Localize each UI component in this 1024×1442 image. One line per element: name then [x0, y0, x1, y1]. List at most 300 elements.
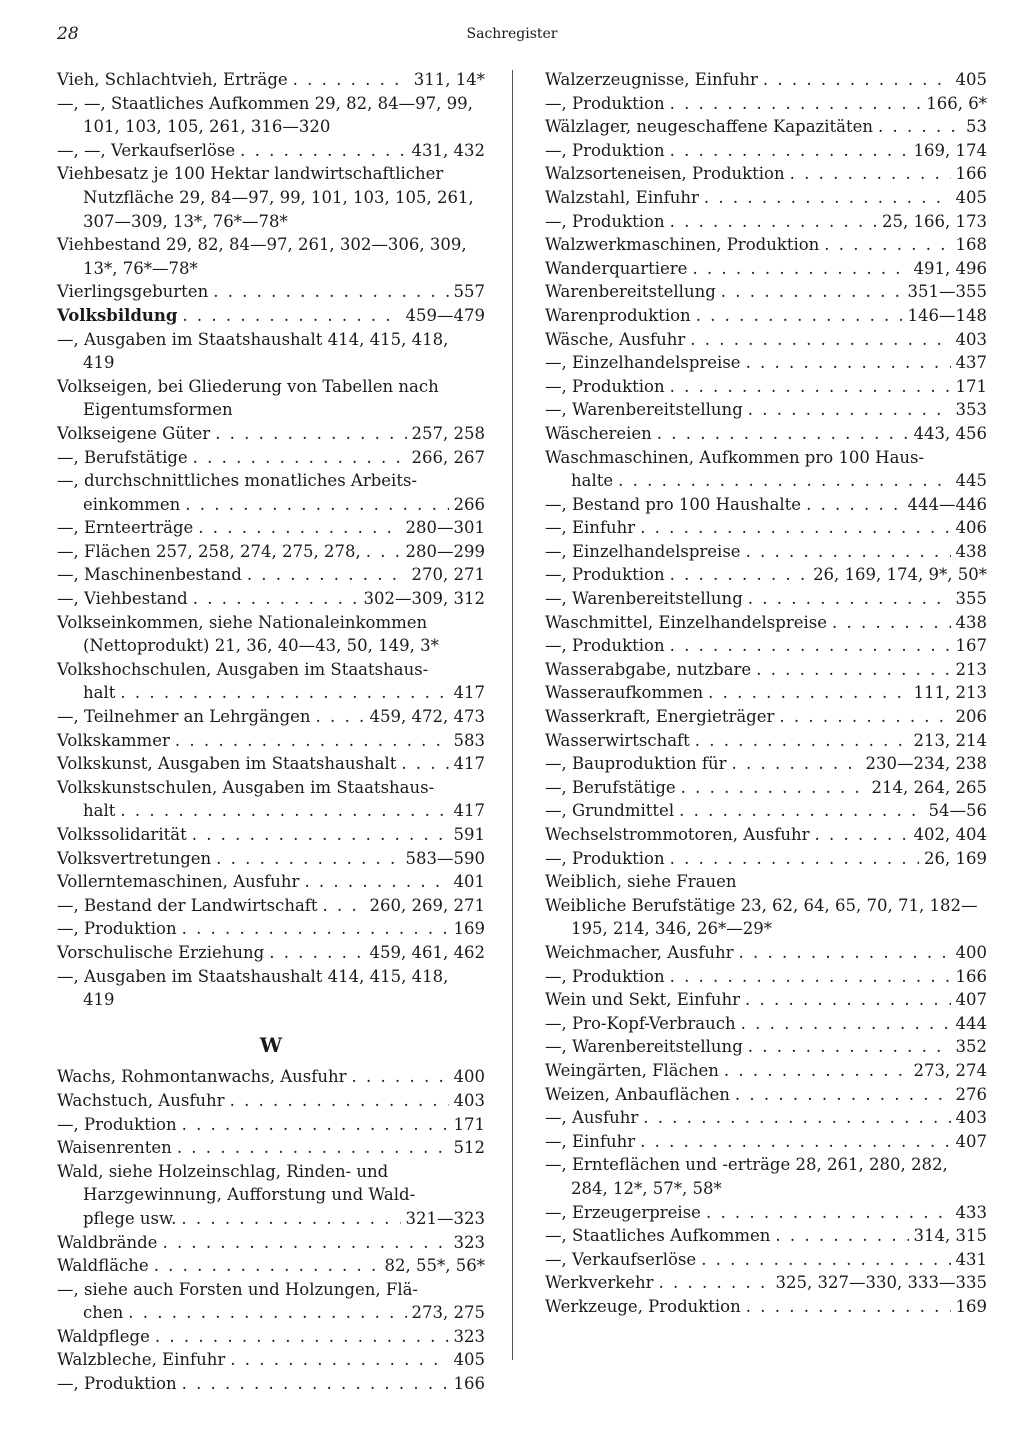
index-term: Wald, siehe Holzeinschlag, Rinden- und — [57, 1161, 389, 1181]
dot-leader — [247, 563, 407, 587]
index-term: Wachstuch, Ausfuhr — [57, 1090, 225, 1110]
page-references: 280—301 — [405, 518, 485, 538]
index-entry-continuation — [57, 257, 485, 281]
page-references: 402, 404 — [913, 825, 987, 844]
index-term: Warenbereitstellung — [545, 282, 716, 302]
index-term: Volkshochschulen, Ausgaben im Staatshaus- — [57, 659, 429, 679]
dot-leader — [643, 1106, 950, 1130]
index-entry — [57, 139, 485, 163]
dot-leader — [746, 540, 951, 564]
page-references: 166 — [453, 1374, 485, 1394]
index-term: Volkssolidarität — [57, 825, 187, 844]
index-term: —, Pro-Kopf-Verbrauch — [545, 1013, 736, 1033]
dot-leader — [352, 1065, 449, 1089]
dot-leader — [681, 776, 867, 800]
page-references: 82, 55*, 56* — [384, 1256, 485, 1276]
index-entry — [545, 799, 987, 823]
index-entry — [57, 92, 485, 116]
dot-leader — [735, 1083, 951, 1107]
dot-leader — [679, 799, 923, 823]
index-term: pflege usw. — [83, 1208, 177, 1228]
index-term: —, Warenbereitstellung — [545, 1037, 743, 1057]
index-term: Walzwerkmaschinen, Produktion — [545, 235, 820, 255]
index-column-right — [545, 68, 987, 1318]
index-entry — [545, 658, 987, 682]
index-term: Weiblich, siehe Frauen — [545, 872, 737, 892]
index-entry-continuation — [57, 115, 485, 139]
dot-leader — [213, 280, 448, 304]
dot-leader — [696, 304, 903, 328]
dot-leader — [670, 139, 909, 163]
index-term: Volkskammer — [57, 730, 170, 750]
dot-leader — [120, 799, 448, 823]
index-term: —, Produktion — [545, 376, 665, 396]
page-references: 352 — [955, 1037, 987, 1057]
page-references: 230—234, 238 — [865, 754, 987, 774]
page-references: 169 — [955, 1296, 987, 1316]
dot-leader — [806, 493, 902, 517]
index-term: —, Ausgaben im Staatshaushalt 414, 415, 418, 419 — [57, 966, 449, 1010]
index-entry — [57, 280, 485, 304]
index-entry-continuation — [57, 186, 485, 210]
dot-leader — [193, 587, 359, 611]
index-entry — [57, 1113, 485, 1137]
page-references: 400 — [955, 942, 987, 962]
index-term: Wanderquartiere — [545, 258, 688, 278]
page-references: 351—355 — [907, 282, 987, 302]
page-references: 431, 432 — [411, 140, 485, 160]
index-term: Volkskunstschulen, Ausgaben im Staatshaus- — [57, 777, 435, 797]
index-entry-continuation — [57, 398, 485, 422]
index-term: —, Produktion — [545, 636, 665, 656]
index-entry — [545, 186, 987, 210]
index-entry — [545, 540, 987, 564]
page-references: 26, 169, 174, 9*, 50* — [813, 565, 987, 585]
index-term: —, Berufstätige — [545, 777, 676, 797]
index-term: Walzsorteneisen, Produktion — [545, 164, 785, 184]
index-term: —, Bestand pro 100 Haushalte — [545, 494, 802, 514]
dot-leader — [192, 823, 449, 847]
index-entry — [545, 304, 987, 328]
index-entry — [545, 1248, 987, 1272]
page-references: 25, 166, 173 — [882, 211, 987, 231]
index-entry — [57, 1278, 485, 1302]
page-references: 491, 496 — [913, 258, 987, 278]
index-entry — [545, 233, 987, 257]
page-references: 400 — [453, 1067, 485, 1087]
index-entry — [545, 446, 987, 470]
page-references: 417 — [453, 801, 485, 821]
dot-leader — [756, 658, 950, 682]
page-references: 459, 472, 473 — [369, 707, 485, 727]
index-term: —, Ausgaben im Staatshaushalt 414, 415, 418, 419 — [57, 329, 449, 373]
index-entry — [545, 705, 987, 729]
index-entry — [545, 1295, 987, 1319]
index-term: —, Produktion — [545, 848, 665, 868]
index-term: Waldbrände — [57, 1232, 158, 1252]
page-references: 459—479 — [405, 305, 485, 325]
index-entry-continuation — [57, 634, 485, 658]
dot-leader — [216, 847, 400, 871]
page-number: 28 — [57, 24, 79, 44]
dot-leader — [721, 280, 903, 304]
page-references: 323 — [453, 1232, 485, 1252]
dot-leader — [182, 1113, 449, 1137]
dot-leader — [779, 705, 950, 729]
dot-leader — [695, 729, 909, 753]
index-term: —, Grundmittel — [545, 801, 675, 821]
index-entry — [545, 1106, 987, 1130]
index-term: Wasserkraft, Energieträger — [545, 707, 775, 727]
index-entry — [57, 304, 485, 328]
index-term: Walzbleche, Einfuhr — [57, 1350, 226, 1370]
index-entry — [545, 1035, 987, 1059]
dot-leader — [708, 681, 908, 705]
index-entry — [545, 1201, 987, 1225]
index-entry-continuation — [545, 469, 987, 493]
index-term: Volksvertretungen — [57, 848, 212, 868]
page-references: 406 — [955, 518, 987, 538]
page-references: 438 — [955, 612, 987, 632]
index-term: 307—309, 13*, 76*—78* — [83, 211, 288, 231]
index-term: 195, 214, 346, 26*—29* — [571, 919, 772, 939]
index-term: —, Ernteflächen und -erträge 28, 261, 280, 282, — [545, 1155, 948, 1175]
index-term: Werkzeuge, Produktion — [545, 1296, 741, 1316]
index-entry — [545, 1012, 987, 1036]
index-term: —, Maschinenbestand — [57, 565, 242, 585]
dot-leader — [198, 516, 400, 540]
page-references: 417 — [453, 683, 485, 703]
dot-leader — [230, 1089, 449, 1113]
index-entry — [57, 328, 485, 375]
page-references: 325, 327—330, 333—335 — [775, 1273, 987, 1293]
index-entry-continuation — [57, 799, 485, 823]
page-references: 214, 264, 265 — [871, 777, 987, 797]
index-entry-continuation — [57, 1301, 485, 1325]
dot-leader — [304, 870, 448, 894]
dot-leader — [690, 328, 950, 352]
index-entry — [545, 1130, 987, 1154]
index-term: —, Produktion — [545, 565, 665, 585]
page-references: 213, 214 — [913, 730, 987, 750]
index-entry — [545, 68, 987, 92]
index-entry — [57, 823, 485, 847]
index-entry — [57, 894, 485, 918]
dot-leader — [659, 1271, 771, 1295]
page-references: 169 — [453, 919, 485, 939]
index-entry — [545, 398, 987, 422]
index-term: —, Bestand der Landwirtschaft — [57, 895, 318, 915]
dot-leader — [815, 823, 909, 847]
index-entry — [57, 941, 485, 965]
index-term: —, durchschnittliches monatliches Arbeits- — [57, 471, 417, 491]
index-term: —, Produktion — [545, 966, 665, 986]
index-entry — [57, 1348, 485, 1372]
index-entry — [545, 280, 987, 304]
index-entry — [545, 328, 987, 352]
index-term: Volkseigene Güter — [57, 423, 211, 443]
dot-leader — [670, 375, 951, 399]
index-term: Walzerzeugnisse, Einfuhr — [545, 70, 758, 89]
page-references: 280—299 — [405, 541, 485, 561]
index-term: —, —, Verkaufserlöse — [57, 140, 236, 160]
page-references: 557 — [453, 282, 485, 302]
index-entry — [57, 729, 485, 753]
index-term: —, Produktion — [57, 1114, 177, 1134]
page-references: 431 — [955, 1249, 987, 1269]
index-entry — [57, 1372, 485, 1396]
index-entry — [545, 139, 987, 163]
index-entry — [57, 917, 485, 941]
index-entry — [57, 1325, 485, 1349]
index-term: Wachs, Rohmontanwachs, Ausfuhr — [57, 1067, 347, 1087]
page-references: 146—148 — [907, 305, 987, 325]
index-entry — [545, 162, 987, 186]
index-entry — [57, 1160, 485, 1184]
index-entry-continuation — [545, 1177, 987, 1201]
dot-leader — [763, 68, 951, 92]
index-term: —, Teilnehmer an Lehrgängen — [57, 707, 311, 727]
index-term: Weizen, Anbauflächen — [545, 1084, 730, 1104]
index-term: Waldpflege — [57, 1326, 150, 1346]
page-references: 401 — [453, 872, 485, 892]
page-references: 266 — [453, 494, 485, 514]
page-references: 166 — [955, 966, 987, 986]
index-entry-continuation — [545, 917, 987, 941]
index-entry-continuation — [57, 1207, 485, 1231]
index-term: —, Ausfuhr — [545, 1108, 639, 1128]
index-term: (Nettoprodukt) 21, 36, 40—43, 50, 149, 3* — [83, 636, 439, 656]
index-term: Vorschulische Erziehung — [57, 942, 265, 962]
index-entry-continuation — [57, 1183, 485, 1207]
dot-leader — [706, 1201, 951, 1225]
dot-leader — [193, 446, 407, 470]
dot-leader — [618, 469, 950, 493]
dot-leader — [155, 1325, 449, 1349]
index-term: Wäschereien — [545, 423, 652, 443]
page-references: 270, 271 — [411, 565, 485, 585]
dot-leader — [670, 92, 922, 116]
dot-leader — [824, 233, 950, 257]
page-references: 407 — [955, 1131, 987, 1151]
index-entry — [545, 776, 987, 800]
index-entry — [57, 233, 485, 257]
dot-leader — [670, 634, 951, 658]
index-term: —, Einfuhr — [545, 518, 636, 538]
index-entry — [545, 681, 987, 705]
dot-leader — [704, 186, 951, 210]
index-entry — [545, 1271, 987, 1295]
index-term: halt — [83, 683, 116, 703]
page-references: 407 — [955, 990, 987, 1010]
index-entry — [57, 68, 485, 92]
index-entry — [545, 988, 987, 1012]
index-entry — [545, 375, 987, 399]
page-references: 273, 274 — [913, 1060, 987, 1080]
dot-leader — [401, 752, 448, 776]
page-references: 591 — [453, 825, 485, 844]
index-term: —, Viehbestand — [57, 589, 188, 609]
index-term: Vollerntemaschinen, Ausfuhr — [57, 872, 300, 892]
index-entry — [545, 115, 987, 139]
dot-leader — [741, 1012, 951, 1036]
page-references: 403 — [955, 1108, 987, 1128]
page-references: 323 — [453, 1326, 485, 1346]
dot-leader — [269, 941, 364, 965]
index-entry — [57, 162, 485, 186]
index-term: Vieh, Schlachtvieh, Erträge — [57, 70, 288, 89]
index-entry — [545, 493, 987, 517]
index-entry — [57, 1065, 485, 1089]
index-entry — [57, 563, 485, 587]
index-term: Volkskunst, Ausgaben im Staatshaushalt — [57, 754, 397, 774]
index-term: 13*, 76*—78* — [83, 258, 198, 278]
index-column-left — [57, 68, 485, 1396]
page-references: 260, 269, 271 — [369, 895, 485, 915]
running-head: Sachregister — [466, 26, 558, 42]
index-entry — [545, 634, 987, 658]
page-references: 167 — [955, 636, 987, 656]
index-term: Waschmittel, Einzelhandelspreise — [545, 612, 827, 632]
dot-leader — [182, 304, 400, 328]
page-references: 166 — [955, 164, 987, 184]
index-entry — [545, 351, 987, 375]
dot-leader — [670, 965, 951, 989]
index-term: 101, 103, 105, 261, 316—320 — [83, 117, 331, 137]
page-references: 302—309, 312 — [363, 589, 485, 609]
page-references: 213 — [955, 659, 987, 679]
index-entry — [545, 92, 987, 116]
index-entry — [57, 1254, 485, 1278]
index-entry — [57, 847, 485, 871]
page-references: 445 — [955, 471, 987, 491]
dot-leader — [366, 540, 401, 564]
index-entry — [57, 469, 485, 493]
page-references: 583—590 — [405, 848, 485, 868]
page-references: 314, 315 — [913, 1226, 987, 1246]
index-entry — [545, 894, 987, 918]
page-references: 168 — [955, 235, 987, 255]
index-term: Eigentumsformen — [83, 400, 233, 420]
dot-leader — [878, 115, 961, 139]
index-entry — [545, 941, 987, 965]
dot-leader — [323, 894, 365, 918]
index-term: halte — [571, 471, 614, 491]
index-term: —, Produktion — [57, 1374, 177, 1394]
index-entry — [57, 1231, 485, 1255]
page-references: 321—323 — [405, 1208, 485, 1228]
dot-leader — [640, 516, 950, 540]
index-entry-continuation — [57, 493, 485, 517]
index-term: Walzstahl, Einfuhr — [545, 187, 699, 207]
index-entry — [57, 965, 485, 1012]
index-term: Volkseigen, bei Gliederung von Tabellen nach — [57, 376, 439, 396]
dot-leader — [724, 1059, 909, 1083]
index-term: Wasserwirtschaft — [545, 730, 690, 750]
page-references: 444 — [955, 1013, 987, 1033]
page-references: 257, 258 — [411, 423, 485, 443]
index-term: —, —, Staatliches Aufkommen 29, 82, 84—97, 99, — [57, 93, 473, 113]
dot-leader — [832, 611, 951, 635]
dot-leader — [657, 422, 909, 446]
index-entry — [57, 375, 485, 399]
dot-leader — [120, 681, 448, 705]
index-term: Wein und Sekt, Einfuhr — [545, 990, 740, 1010]
page-references: 273, 275 — [411, 1303, 485, 1323]
dot-leader — [177, 1136, 449, 1160]
index-entry — [545, 257, 987, 281]
page-references: 417 — [453, 754, 485, 774]
index-term: Waschmaschinen, Aufkommen pro 100 Haus- — [545, 447, 925, 467]
index-term: —, Erzeugerpreise — [545, 1202, 701, 1222]
index-entry-continuation — [57, 681, 485, 705]
dot-leader — [185, 493, 448, 517]
index-entry — [545, 422, 987, 446]
index-term: —, Berufstätige — [57, 447, 188, 467]
index-entry — [545, 729, 987, 753]
page-references: 169, 174 — [913, 140, 987, 160]
index-term: —, siehe auch Forsten und Holzungen, Flä- — [57, 1279, 419, 1299]
index-entry — [545, 210, 987, 234]
page-references: 26, 169 — [924, 848, 987, 868]
page-references: 355 — [955, 589, 987, 609]
index-entry — [57, 516, 485, 540]
index-term: —, Warenbereitstellung — [545, 400, 743, 420]
index-term: —, Staatliches Aufkommen — [545, 1226, 771, 1246]
page-references: 438 — [955, 541, 987, 561]
index-term: Werkverkehr — [545, 1273, 654, 1293]
index-entry — [545, 1083, 987, 1107]
index-entry — [545, 563, 987, 587]
index-term: —, Produktion — [545, 140, 665, 160]
dot-leader — [748, 1035, 951, 1059]
page-references: 353 — [955, 400, 987, 420]
page-references: 266, 267 — [411, 447, 485, 467]
index-entry — [57, 870, 485, 894]
index-entry — [545, 823, 987, 847]
page-references: 403 — [453, 1090, 485, 1110]
index-entry-continuation — [57, 210, 485, 234]
dot-leader — [790, 162, 951, 186]
page-references: 53 — [966, 117, 987, 137]
dot-leader — [128, 1301, 406, 1325]
index-term: —, Produktion — [545, 211, 665, 231]
index-term: Wechselstrommotoren, Ausfuhr — [545, 825, 810, 844]
index-entry — [545, 965, 987, 989]
index-term: Waisenrenten — [57, 1138, 172, 1158]
index-term: Weingärten, Flächen — [545, 1060, 719, 1080]
page-references: 443, 456 — [913, 423, 987, 443]
page-references: 171 — [955, 376, 987, 396]
page-references: 54—56 — [928, 801, 987, 821]
index-term: Vierlingsgeburten — [57, 282, 209, 302]
page-references: 276 — [955, 1084, 987, 1104]
index-entry — [57, 422, 485, 446]
page-references: 171 — [453, 1114, 485, 1134]
dot-leader — [215, 422, 406, 446]
index-term: Volksbildung — [57, 305, 178, 325]
dot-leader — [670, 563, 808, 587]
index-term: —, Produktion — [545, 93, 665, 113]
index-term: Waldfläche — [57, 1256, 149, 1276]
index-term: Wasseraufkommen — [545, 683, 704, 703]
dot-leader — [181, 1207, 400, 1231]
index-term: —, Einzelhandelspreise — [545, 353, 741, 373]
index-entry — [57, 1089, 485, 1113]
index-entry — [545, 1224, 987, 1248]
dot-leader — [738, 941, 950, 965]
page-references: 311, 14* — [413, 70, 485, 89]
